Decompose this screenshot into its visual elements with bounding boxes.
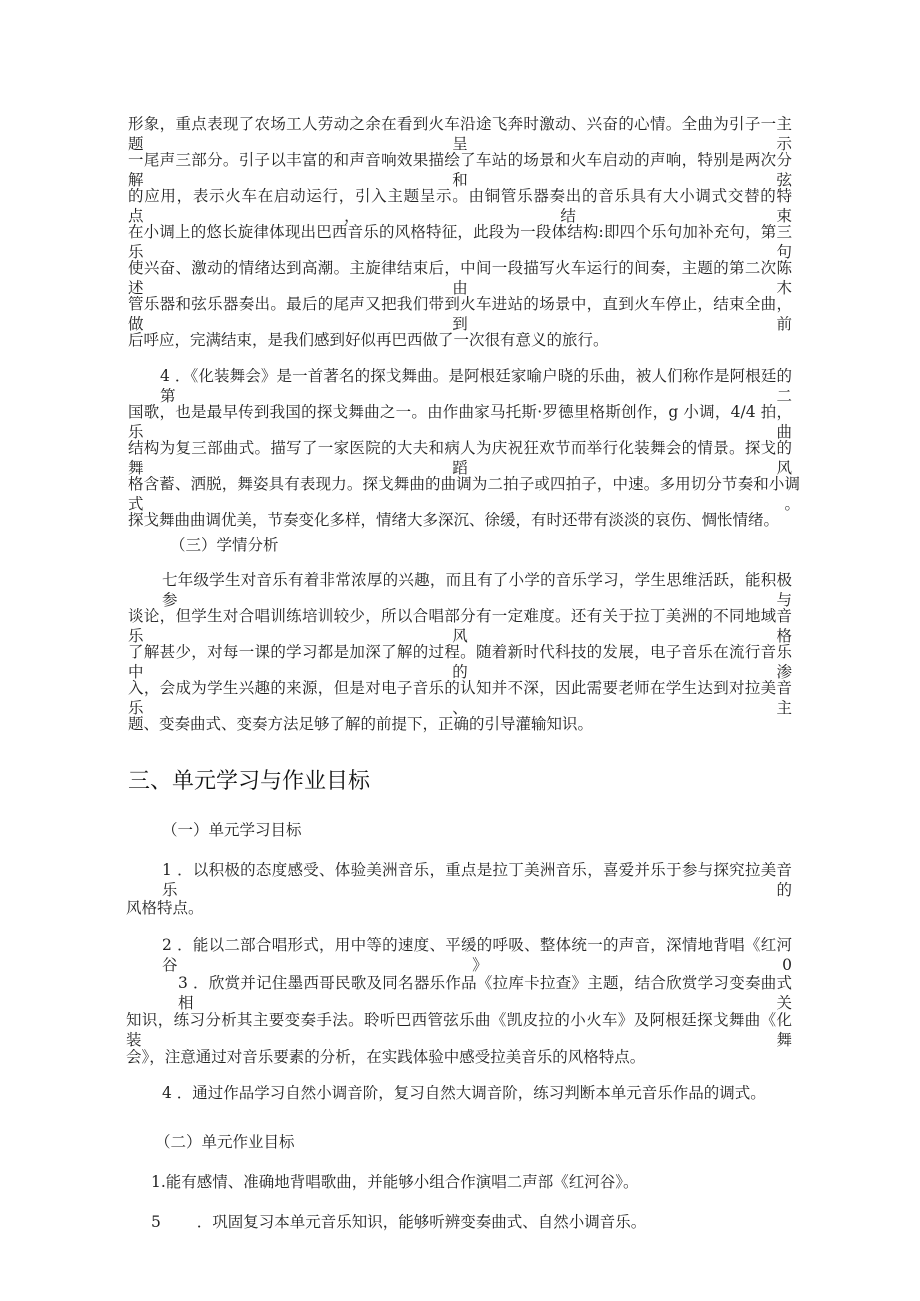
text-line: 的应用，表示火车在启动运行，引入主题呈示。由铜管乐器奏出的音乐具有大小调式交替的特点，结束 — [128, 187, 792, 225]
subheading: （二）单元作业目标 — [155, 1133, 295, 1151]
text-line: 谈论，但学生对合唱训练培训较少，所以合唱部分有一定难度。还有关于拉丁美洲的不同地域音乐风格 — [128, 607, 792, 645]
text-line: 题、变奏曲式、变奏方法足够了解的前提下，正确的引导灌输知识。 — [128, 715, 594, 733]
text-line: 1 ．以积极的态度感受、体验美洲音乐，重点是拉丁美洲音乐，喜爱并乐于参与探究拉美音乐的 — [162, 861, 792, 899]
text-line: 3 ．欣赏并记住墨西哥民歌及同名器乐作品《拉库卡拉查》主题，结合欣赏学习变奏曲式相关 — [178, 974, 792, 1012]
text-line: 结构为复三部曲式。描写了一家医院的大夫和病人为庆祝狂欢节而举行化装舞会的情景。探戈的舞蹈风 — [128, 439, 792, 477]
text-line: 4 ．《化装舞会》是一首著名的探戈舞曲。是阿根廷家喻户晓的乐曲，被人们称作是阿根廷的第二 — [160, 367, 792, 405]
text-line: 七年级学生对音乐有着非常浓厚的兴趣，而且有了小学的音乐学习，学生思维活跃，能积极参与 — [162, 571, 792, 609]
text-line: 管乐器和弦乐器奏出。最后的尾声又把我们带到火车进站的场景中，直到火车停止，结束全曲，做到前 — [128, 295, 792, 333]
subheading: （三）学情分析 — [170, 536, 279, 554]
text-line: 使兴奋、激动的情绪达到高潮。主旋律结束后，中间一段描写火车运行的间奏，主题的第二次陈述由木 — [128, 259, 792, 297]
text-line: 格含蓄、洒脱，舞姿具有表现力。探戈舞曲的曲调为二拍子或四拍子，中速。多用切分节奏和小调式。 — [128, 475, 800, 513]
text-line: 1.能有感情、准确地背唱歌曲，并能够小组合作演唱二声部《红河谷》。 — [151, 1173, 639, 1191]
section-heading: 三、单元学习与作业目标 — [128, 769, 371, 794]
text-line: 会》，注意通过对音乐要素的分析，在实践体验中感受拉美音乐的风格特点。 — [126, 1048, 646, 1066]
text-line: 入，会成为学生兴趣的来源，但是对电子音乐的认知并不深，因此需要老师在学生达到对拉美音乐、主 — [128, 679, 792, 717]
text-line: 2 ．能以二部合唱形式，用中等的速度、平缓的呼吸、整体统一的声音，深情地背唱《红河谷》0 — [162, 936, 792, 974]
text-line: 了解甚少，对每一课的学习都是加深了解的过程。随着新时代科技的发展，电子音乐在流行音乐中的渗 — [128, 643, 792, 681]
text-line: 5 ．巩固复习本单元音乐知识，能够听辨变奏曲式、自然小调音乐。 — [151, 1213, 647, 1231]
text-line: 一尾声三部分。引子以丰富的和声音响效果描绘了车站的场景和火车启动的声响，特别是两次分解和弦 — [128, 151, 792, 189]
text-line: 国歌，也是最早传到我国的探戈舞曲之一。由作曲家马托斯·罗德里格斯创作，g 小调，4/4 拍，乐曲 — [128, 403, 792, 441]
subheading: （一）单元学习目标 — [162, 821, 302, 839]
text-line: 形象，重点表现了农场工人劳动之余在看到火车沿途飞奔时激动、兴奋的心情。全曲为引子一主题呈示 — [128, 115, 792, 153]
text-line: 风格特点。 — [126, 899, 204, 917]
text-line: 后呼应，完满结束，是我们感到好似再巴西做了一次很有意义的旅行。 — [128, 331, 609, 349]
text-line: 4 ．通过作品学习自然小调音阶，复习自然大调音阶，练习判断本单元音乐作品的调式。 — [162, 1084, 766, 1102]
text-line: 在小调上的悠长旋律体现出巴西音乐的风格特征，此段为一段体结构:即四个乐句加补充句，第三乐句 — [128, 223, 792, 261]
text-line: 知识，练习分析其主要变奏手法。聆听巴西管弦乐曲《凯皮拉的小火车》及阿根廷探戈舞曲《化装舞 — [126, 1011, 792, 1049]
text-line: 探戈舞曲曲调优美，节奏变化多样，情绪大多深沉、徐缓，有时还带有淡淡的哀伤、惆怅情绪。 — [128, 511, 780, 529]
